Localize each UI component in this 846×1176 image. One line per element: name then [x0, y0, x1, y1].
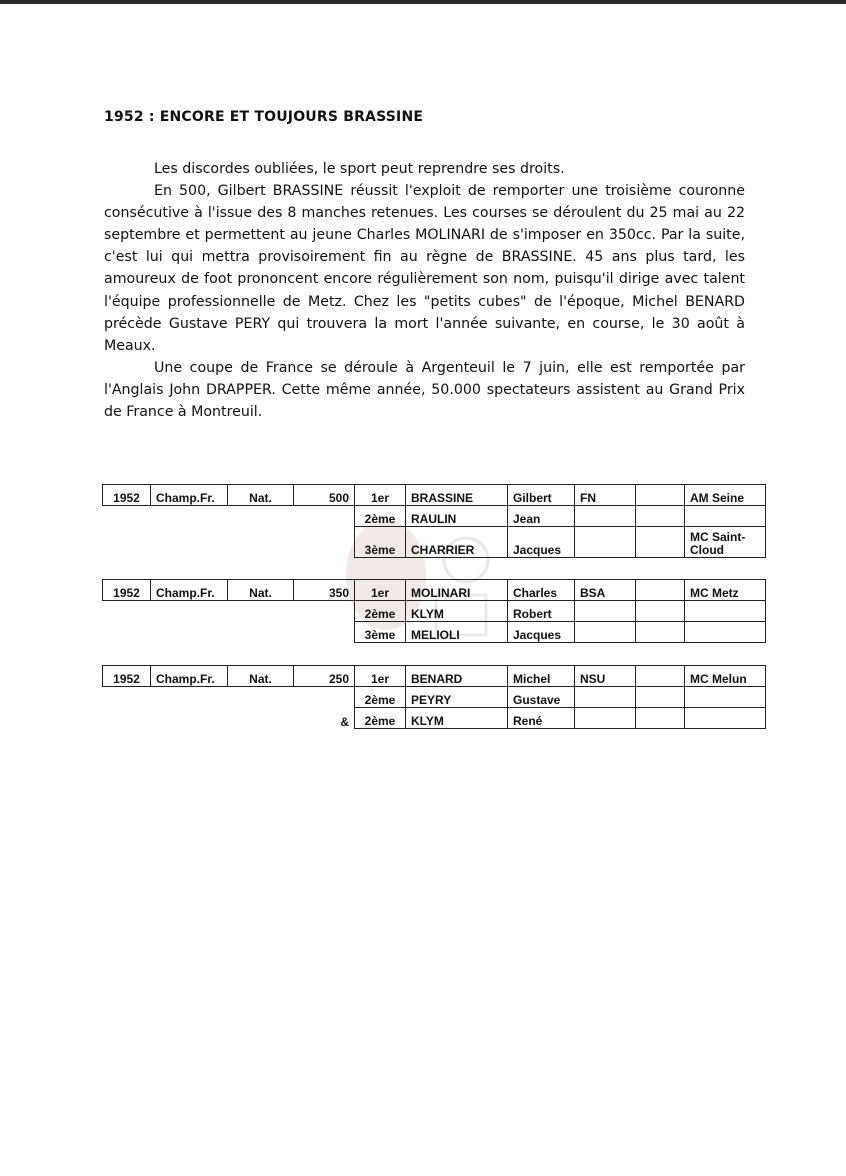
name-cell: BRASSINE [406, 485, 508, 506]
table-row [103, 666, 766, 687]
page-title: 1952 : ENCORE ET TOUJOURS BRASSINE [104, 109, 424, 125]
club-cell: MC Metz [685, 580, 766, 601]
paragraph: En 500, Gilbert BRASSINE réussit l'exploit de remporter une troisième couronne consécutive à l'issue des 8 manches retenues. Les courses se déroulent du 25 mai au 22 septembre et permettent au jeune Charles MOLINARI de s'imposer en 350cc. Par la suite, c'est lui qui mettra provisoirement fin au règne de BRASSINE. 45 ans plus tard, les amoureux de foot prononcent encore régulièrement son nom, puisqu'il dirige avec talent l'équipe professionnelle de Metz. Chez les "petits cubes" de l'époque, Michel BENARD précède Gustave PERY qui trouvera la mort l'année suivante, en course, le 30 août à Meaux. [104, 183, 745, 354]
table-row [103, 622, 766, 643]
scan-top-edge [0, 0, 846, 4]
rank-cell: 3ème [355, 527, 406, 558]
machine-cell [575, 622, 636, 643]
extra-cell [636, 527, 685, 558]
firstname-cell: Robert [508, 601, 575, 622]
firstname-cell: Jacques [508, 527, 575, 558]
club-cell: AM Seine [685, 485, 766, 506]
rank-cell: 2ème [355, 506, 406, 527]
extra-cell [636, 666, 685, 687]
year-cell: 1952 [103, 580, 151, 601]
club-cell [685, 708, 766, 729]
rank-cell: 1er [355, 485, 406, 506]
class-cell: 250 [294, 666, 355, 687]
level-cell: Nat. [228, 666, 294, 687]
rank-cell: 1er [355, 580, 406, 601]
machine-cell [575, 708, 636, 729]
paragraph: Les discordes oubliées, le sport peut reprendre ses droits. [154, 161, 565, 177]
paragraph: Une coupe de France se déroule à Argenteuil le 7 juin, elle est remportée par l'Anglais John DRAPPER. Cette même année, 50.000 spectateurs assistent au Grand Prix de France à Montreuil. [104, 359, 745, 421]
event-cell: Champ.Fr. [151, 666, 228, 687]
club-cell [685, 622, 766, 643]
table-row [103, 687, 766, 708]
club-cell [685, 506, 766, 527]
machine-cell: FN [575, 485, 636, 506]
machine-cell [575, 506, 636, 527]
extra-cell [636, 601, 685, 622]
rank-cell: 1er [355, 666, 406, 687]
ampersand-cell: & [340, 714, 349, 729]
class-cell: 500 [294, 485, 355, 506]
name-cell: MOLINARI [406, 580, 508, 601]
table-row [103, 485, 766, 506]
results-table-250 [102, 665, 766, 729]
extra-cell [636, 506, 685, 527]
club-cell [685, 687, 766, 708]
event-cell: Champ.Fr. [151, 485, 228, 506]
year-cell: 1952 [103, 485, 151, 506]
club-cell: MC Melun [685, 666, 766, 687]
firstname-cell: Jean [508, 506, 575, 527]
firstname-cell: Gustave [508, 687, 575, 708]
class-cell: 350 [294, 580, 355, 601]
rank-cell: 2ème [355, 601, 406, 622]
results-table-500 [102, 484, 766, 558]
club-cell: MC Saint-Cloud [685, 527, 766, 558]
rank-cell: 2ème [355, 687, 406, 708]
firstname-cell: Charles [508, 580, 575, 601]
table-row [103, 708, 766, 729]
firstname-cell: Michel [508, 666, 575, 687]
name-cell: KLYM [406, 708, 508, 729]
table-row [103, 580, 766, 601]
machine-cell: NSU [575, 666, 636, 687]
level-cell: Nat. [228, 580, 294, 601]
name-cell: MELIOLI [406, 622, 508, 643]
name-cell: RAULIN [406, 506, 508, 527]
machine-cell [575, 527, 636, 558]
machine-cell: BSA [575, 580, 636, 601]
club-cell [685, 601, 766, 622]
table-row [103, 506, 766, 527]
firstname-cell: Jacques [508, 622, 575, 643]
name-cell: KLYM [406, 601, 508, 622]
extra-cell [636, 580, 685, 601]
rank-cell: 2ème [355, 708, 406, 729]
name-cell: CHARRIER [406, 527, 508, 558]
firstname-cell: René [508, 708, 575, 729]
extra-cell [636, 622, 685, 643]
results-table-350 [102, 579, 766, 643]
extra-cell [636, 485, 685, 506]
level-cell: Nat. [228, 485, 294, 506]
table-row [103, 601, 766, 622]
event-cell: Champ.Fr. [151, 580, 228, 601]
firstname-cell: Gilbert [508, 485, 575, 506]
year-cell: 1952 [103, 666, 151, 687]
name-cell: PEYRY [406, 687, 508, 708]
extra-cell [636, 687, 685, 708]
rank-cell: 3ème [355, 622, 406, 643]
machine-cell [575, 601, 636, 622]
article-body [104, 158, 745, 423]
extra-cell [636, 708, 685, 729]
table-row [103, 527, 766, 558]
machine-cell [575, 687, 636, 708]
name-cell: BENARD [406, 666, 508, 687]
